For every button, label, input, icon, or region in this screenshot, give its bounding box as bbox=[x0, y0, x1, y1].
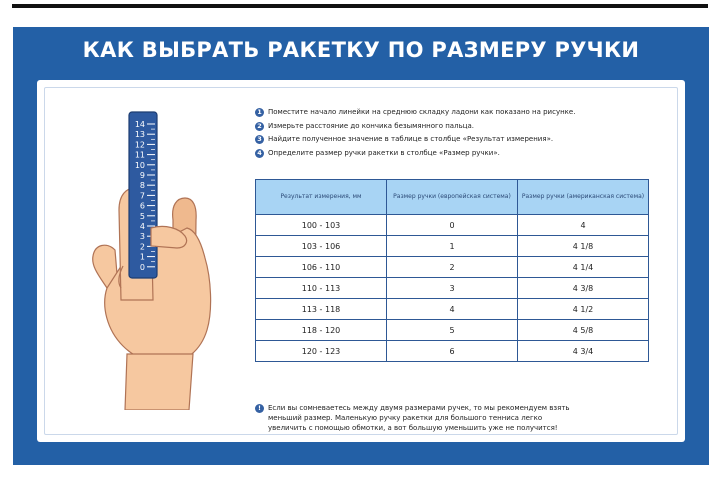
step-text: Определите размер ручки ракетки в столбце «Размер ручки». bbox=[268, 148, 500, 157]
cell-measurement: 100 - 103 bbox=[256, 215, 387, 236]
cell-american: 4 3/8 bbox=[518, 278, 649, 299]
column-header-measurement: Результат измерения, мм bbox=[256, 180, 387, 215]
cell-american: 4 3/4 bbox=[518, 341, 649, 362]
column-header-european: Размер ручки (европейская система) bbox=[387, 180, 518, 215]
step-item bbox=[255, 122, 675, 131]
ruler-tick-label: 3 bbox=[139, 232, 145, 242]
hand-with-ruler-illustration bbox=[55, 110, 225, 410]
content-panel bbox=[37, 80, 685, 442]
ruler-tick-label: 6 bbox=[139, 201, 145, 211]
cell-measurement: 106 - 110 bbox=[256, 257, 387, 278]
note-text bbox=[268, 403, 570, 433]
poster bbox=[13, 27, 709, 465]
top-divider bbox=[12, 4, 708, 8]
cell-measurement: 113 - 118 bbox=[256, 299, 387, 320]
step-text: Измерьте расстояние до кончика безымянного пальца. bbox=[268, 121, 474, 130]
step-number-badge: 1 bbox=[255, 108, 264, 117]
cell-european: 1 bbox=[387, 236, 518, 257]
ruler-tick-label: 5 bbox=[139, 211, 145, 221]
step-item bbox=[255, 149, 675, 158]
step-number-badge: 4 bbox=[255, 149, 264, 158]
table-row bbox=[256, 236, 649, 257]
ruler-tick-label: 1 bbox=[139, 252, 145, 262]
ruler-tick-label: 10 bbox=[134, 160, 145, 170]
table-row bbox=[256, 278, 649, 299]
ruler-tick-label: 12 bbox=[134, 140, 145, 150]
ruler-tick-label: 13 bbox=[134, 130, 145, 140]
cell-measurement: 118 - 120 bbox=[256, 320, 387, 341]
grip-size-table bbox=[255, 179, 649, 362]
ruler-tick-label: 4 bbox=[139, 222, 145, 231]
cell-european: 2 bbox=[387, 257, 518, 278]
cell-american: 4 5/8 bbox=[518, 320, 649, 341]
poster-title: КАК ВЫБРАТЬ РАКЕТКУ ПО РАЗМЕРУ РУЧКИ bbox=[82, 38, 640, 62]
cell-american: 4 1/4 bbox=[518, 257, 649, 278]
step-text: Поместите начало линейки на среднюю складку ладони как показано на рисунке. bbox=[268, 108, 576, 116]
cell-measurement: 103 - 106 bbox=[256, 236, 387, 257]
ruler-tick-label: 8 bbox=[139, 181, 145, 191]
ruler-tick-label: 14 bbox=[134, 120, 145, 129]
cell-american: 4 1/8 bbox=[518, 236, 649, 257]
note-line: увеличить с помощью обмотки, а вот большую уменьшить уже не получится! bbox=[268, 424, 558, 432]
step-text: Найдите полученное значение в таблице в столбце «Результат измерения». bbox=[268, 135, 554, 143]
ruler-tick-label: 0 bbox=[139, 262, 145, 272]
ruler-tick-label: 7 bbox=[139, 191, 145, 201]
step-item bbox=[255, 135, 675, 144]
step-number-badge: 2 bbox=[255, 122, 264, 131]
step-number-badge: 3 bbox=[255, 135, 264, 144]
ruler-tick-label: 9 bbox=[139, 171, 145, 180]
table-row bbox=[256, 215, 649, 236]
step-item bbox=[255, 108, 675, 117]
ruler-tick-label: 2 bbox=[139, 242, 145, 252]
cell-european: 3 bbox=[387, 278, 518, 299]
wrist bbox=[125, 354, 193, 410]
note-line: Если вы сомневаетесь между двумя размерами ручек, то мы рекомендуем взять bbox=[268, 404, 570, 412]
cell-european: 0 bbox=[387, 215, 518, 236]
advice-note bbox=[255, 403, 675, 433]
cell-european: 6 bbox=[387, 341, 518, 362]
table-row bbox=[256, 257, 649, 278]
table-row bbox=[256, 341, 649, 362]
ruler-tick-label: 11 bbox=[134, 150, 145, 160]
instruction-steps bbox=[255, 108, 675, 162]
column-header-american: Размер ручки (американская система) bbox=[518, 180, 649, 215]
exclamation-icon: ! bbox=[255, 404, 264, 413]
table-row bbox=[256, 299, 649, 320]
cell-measurement: 120 - 123 bbox=[256, 341, 387, 362]
cell-european: 4 bbox=[387, 299, 518, 320]
cell-european: 5 bbox=[387, 320, 518, 341]
cell-american: 4 1/2 bbox=[518, 299, 649, 320]
cell-american: 4 bbox=[518, 215, 649, 236]
cell-measurement: 110 - 113 bbox=[256, 278, 387, 299]
note-line: меньший размер. Маленькую ручку ракетки для большого тенниса легко bbox=[268, 414, 543, 422]
table-row bbox=[256, 320, 649, 341]
